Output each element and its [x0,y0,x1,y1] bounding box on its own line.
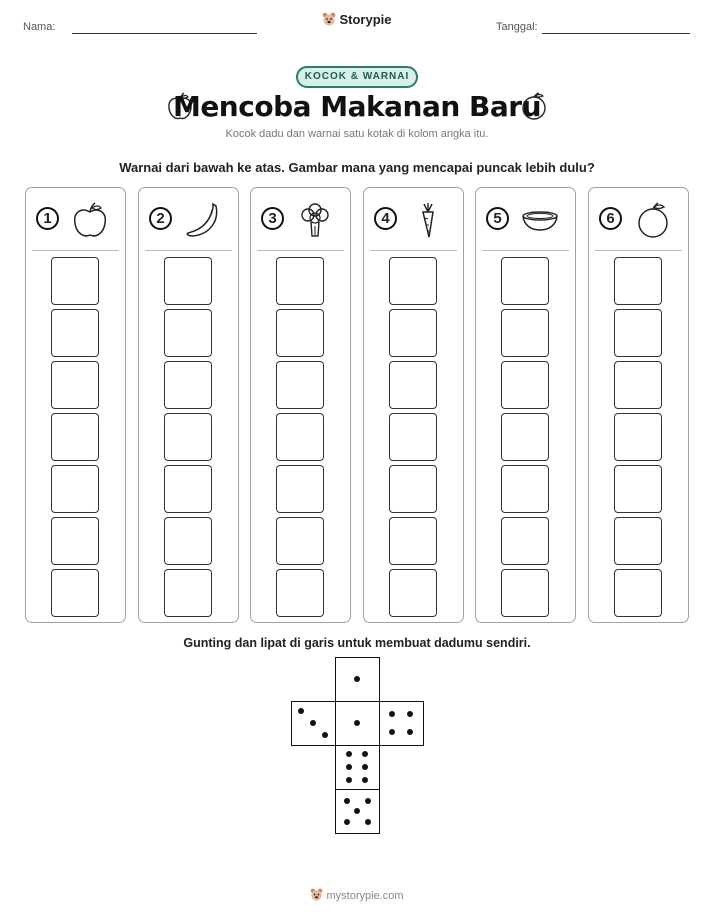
coloring-box[interactable] [501,257,549,305]
dice-pip [362,777,368,783]
coloring-box[interactable] [501,465,549,513]
brand-logo [0,12,714,29]
coloring-box[interactable] [276,569,324,617]
coloring-box[interactable] [614,413,662,461]
coloring-box[interactable] [276,361,324,409]
column-divider [145,250,232,251]
coloring-box[interactable] [51,569,99,617]
dice-pip [407,711,413,717]
coloring-box[interactable] [164,413,212,461]
column-number: 5 [486,207,509,230]
dice-pip [389,729,395,735]
column-4 [363,187,464,623]
coloring-box[interactable] [614,517,662,565]
column-number: 3 [261,207,284,230]
coloring-box[interactable] [164,569,212,617]
coloring-box[interactable] [501,361,549,409]
coloring-box[interactable] [51,309,99,357]
coloring-box[interactable] [51,465,99,513]
coloring-box[interactable] [51,257,99,305]
coloring-box[interactable] [389,361,437,409]
column-number: 4 [374,207,397,230]
dice-pip [322,732,328,738]
orange-icon [520,91,548,126]
apple-icon [70,200,110,240]
coloring-box[interactable] [164,257,212,305]
dice-face [335,701,380,746]
dice-pip [362,751,368,757]
coloring-box[interactable] [51,413,99,461]
coloring-box[interactable] [501,517,549,565]
coloring-box[interactable] [614,569,662,617]
column-divider [482,250,569,251]
coloring-box[interactable] [389,257,437,305]
column-1 [25,187,126,623]
coloring-box[interactable] [164,517,212,565]
bowl-icon [520,200,560,240]
dice-pip [346,777,352,783]
page-subtitle: Kocok dadu dan warnai satu kotak di kolom angka itu. [225,128,489,140]
bear-logo-icon [322,12,336,29]
coloring-box[interactable] [389,413,437,461]
cut-instruction: Gunting dan lipat di garis untuk membuat dadumu sendiri. [183,636,531,650]
page-title: Mencoba Makanan Baru [172,90,542,123]
column-number: 6 [599,207,622,230]
column-3 [250,187,351,623]
coloring-box[interactable] [276,309,324,357]
banana-icon [183,200,223,240]
footer [0,888,714,904]
dice-pip [407,729,413,735]
dice-face [379,701,424,746]
dice-pip [354,676,360,682]
dice-pip [344,819,350,825]
coloring-box[interactable] [614,309,662,357]
dice-pip [346,751,352,757]
coloring-box[interactable] [276,465,324,513]
footer-url: mystorypie.com [326,889,404,902]
coloring-box[interactable] [501,413,549,461]
coloring-box[interactable] [164,309,212,357]
coloring-box[interactable] [501,569,549,617]
coloring-box[interactable] [614,361,662,409]
column-5 [475,187,576,623]
column-divider [370,250,457,251]
coloring-box[interactable] [276,517,324,565]
bear-logo-icon [310,888,323,904]
orange-icon [633,200,673,240]
coloring-box[interactable] [614,257,662,305]
column-number: 2 [149,207,172,230]
dice-pip [354,720,360,726]
dice-face [335,789,380,834]
column-divider [595,250,682,251]
date-label: Tanggal: [496,21,538,33]
dice-pip [354,808,360,814]
coloring-box[interactable] [614,465,662,513]
coloring-box[interactable] [501,309,549,357]
coloring-box[interactable] [164,361,212,409]
date-field[interactable] [542,33,690,34]
coloring-box[interactable] [51,361,99,409]
name-field[interactable] [72,33,257,34]
carrot-icon [408,200,448,240]
column-number: 1 [36,207,59,230]
activity-badge: KOCOK & WARNAI [296,66,418,88]
dice-pip [344,798,350,804]
coloring-box[interactable] [389,569,437,617]
coloring-box[interactable] [389,309,437,357]
broccoli-icon [295,200,335,240]
dice-pip [365,798,371,804]
brand-name: Storypie [339,12,392,27]
dice-pip [298,708,304,714]
column-2 [138,187,239,623]
coloring-box[interactable] [276,257,324,305]
instruction-text: Warnai dari bawah ke atas. Gambar mana yang mencapai puncak lebih dulu? [119,160,595,175]
dice-pip [310,720,316,726]
dice-pip [365,819,371,825]
dice-pip [346,764,352,770]
dice-pip [362,764,368,770]
coloring-box[interactable] [51,517,99,565]
dice-face [335,745,380,790]
column-divider [32,250,119,251]
dice-pip [389,711,395,717]
coloring-box[interactable] [389,465,437,513]
name-label: Nama: [23,21,56,33]
dice-face [291,701,336,746]
column-divider [257,250,344,251]
coloring-box[interactable] [164,465,212,513]
coloring-box[interactable] [276,413,324,461]
dice-face [335,657,380,702]
coloring-box[interactable] [389,517,437,565]
column-6 [588,187,689,623]
